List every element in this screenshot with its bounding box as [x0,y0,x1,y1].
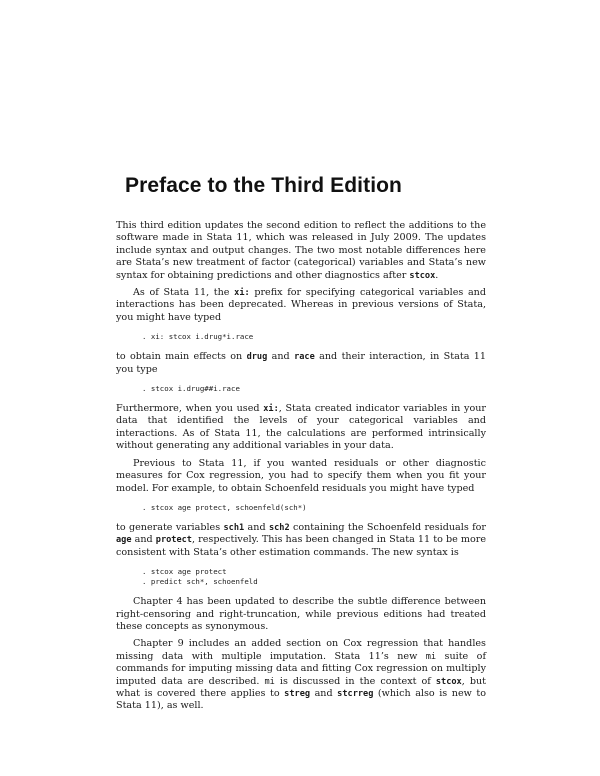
page-title: Preface to the Third Edition [125,174,402,197]
paragraph-7: Chapter 4 has been updated to describe the subtle difference between right-censoring and right-truncation, while previous editions had treated these concepts as synonymous. [116,596,486,632]
code-line: . predict sch*, schoenfeld [142,577,258,587]
text: (which also is new to Stata 11), as well. [116,687,486,712]
paragraph-8 [116,638,486,712]
inline-code: stcox [409,270,436,281]
inline-code: xi: [263,404,279,415]
text: Chapter 9 includes an added section on Cox regression that handles missing data with multiple imputation. Stata 11’s new [116,638,486,662]
text: Furthermore, when you used [116,403,264,415]
text: is discussed in the context of [274,675,436,687]
paragraph-5: Previous to Stata 11, if you wanted residuals or other diagnostic measures for Cox regression, you had to specify them when you fit your model. For example, to obtain Schoenfeld residuals you might have typed [116,457,486,494]
preface-body [116,220,486,718]
inline-code: streg [284,688,311,699]
paragraph-3 [116,351,486,376]
text: , respectively. This has been changed in Stata 11 to be more consistent with Stata’s other estimation commands. The new syntax is [116,534,486,558]
text: to generate variables [116,521,224,533]
text: . [435,269,439,281]
text: containing the Schoenfeld residuals for [289,521,486,533]
inline-code: protect [155,535,192,546]
inline-code: mi [264,676,275,687]
code-line: . stcox age protect [142,567,227,577]
text: , but what is covered there applies to [116,675,486,699]
text: and their interaction, in Stata 11 you type [116,351,486,375]
inline-code: stcrreg [337,688,374,699]
text: As of Stata 11, the [133,287,235,299]
inline-code: xi: [234,288,250,299]
inline-code: drug [246,352,268,363]
text: , Stata created indicator variables in your data that identified the levels of your categorical variables and interactions. As of Stata 11, the calculations are performed intrinsically without generating any additional variables in your data. [116,403,486,452]
text: This third edition updates the second edition to reflect the additions to the software made in Stata 11, which was released in July 2009. The updates include syntax and output changes. The two most notable differences here are Stata’s new treatment of factor (categorical) variables and Stata’s new syntax for obtaining predictions and other diagnostics after [116,220,486,281]
text: to obtain main effects on [116,351,247,363]
inline-code: age [116,535,132,546]
paragraph-1 [116,220,486,282]
paragraph-4 [116,403,486,453]
text: prefix for specifying categorical variables and interactions has been deprecated. Whereas in previous versions of Stata, you might have typed [116,287,486,323]
code-block-3: . stcox age protect, schoenfeld(sch*) [142,502,307,512]
text: and [131,534,156,546]
text: and [244,521,269,533]
code-block-2: . stcox i.drug##i.race [142,384,240,394]
text: suite of commands for imputing missing data and fitting Cox regression on multiply imputed data are described. [116,650,486,687]
inline-code: race [294,352,315,363]
code-block-4 [142,567,486,587]
code-block-1: . xi: stcox i.drug*i.race [142,332,254,342]
inline-code: sch1 [223,522,245,533]
text: and [310,687,338,699]
inline-code: mi [425,651,437,662]
inline-code: sch2 [268,522,290,533]
inline-code: stcox [435,676,462,687]
paragraph-2 [116,287,486,324]
text: and [267,351,295,363]
paragraph-6 [116,522,486,559]
